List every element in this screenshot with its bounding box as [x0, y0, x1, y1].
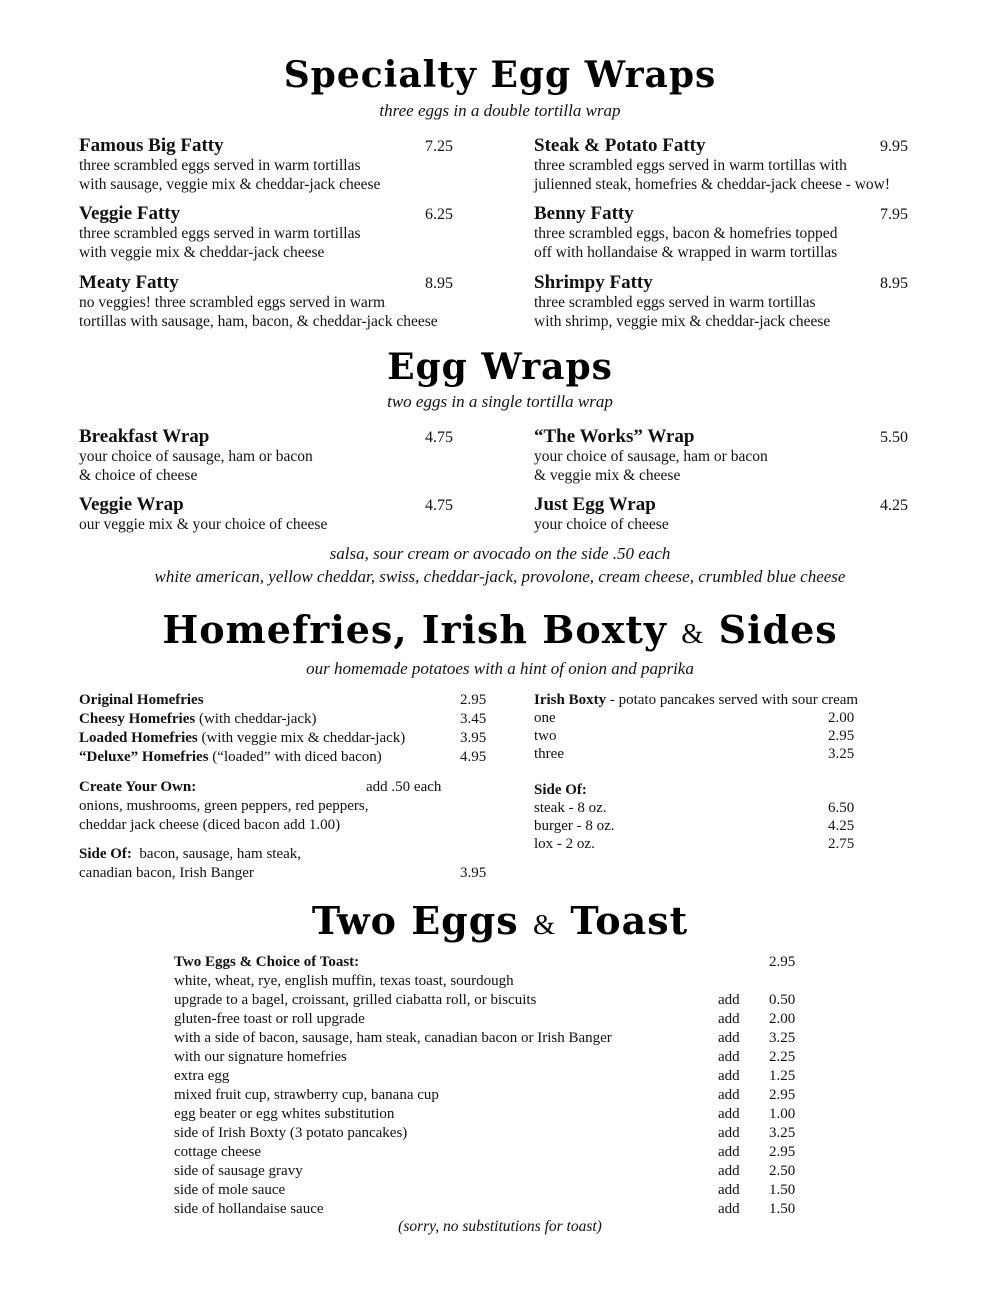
item-price: 9.95: [880, 138, 908, 155]
homefries-subtitle: our homemade potatoes with a hint of onion and paprika: [306, 659, 694, 678]
item-desc: & choice of cheese: [79, 467, 198, 484]
item-detail: (with cheddar-jack): [195, 711, 317, 727]
menu-item: [534, 494, 908, 534]
add-label: add: [718, 1201, 740, 1217]
item-name: gluten-free toast or roll upgrade: [174, 1011, 365, 1027]
item-price: 6.50: [828, 800, 855, 816]
item-price: 2.75: [828, 836, 855, 852]
menu-item: [79, 203, 453, 262]
item-name: Veggie Fatty: [79, 203, 181, 224]
side-of-item: [79, 845, 301, 864]
item-price: 0.50: [769, 992, 796, 1008]
title-text: Homefries, Irish Boxty: [162, 607, 668, 652]
table-row: [174, 1200, 814, 1219]
item-name: Benny Fatty: [534, 203, 634, 224]
homefries-title: [0, 607, 1000, 652]
add-label: add: [718, 1144, 740, 1160]
item-detail: (“loaded” with diced bacon): [208, 749, 382, 765]
item-desc: off with hollandaise & wrapped in warm tortillas: [534, 244, 838, 261]
item-desc: with veggie mix & cheddar-jack cheese: [79, 244, 325, 261]
side-of-label: Side Of:: [534, 782, 587, 798]
add-label: add: [718, 1087, 740, 1103]
list-item: burger - 8 oz.: [534, 818, 615, 834]
title-text: Two Eggs: [311, 898, 519, 943]
item-desc: tortillas with sausage, ham, bacon, & cheddar-jack cheese: [79, 313, 438, 330]
item-price: 7.25: [425, 138, 453, 155]
item-name: extra egg: [174, 1068, 230, 1084]
item-desc: our veggie mix & your choice of cheese: [79, 516, 328, 533]
menu-item: [534, 203, 908, 262]
add-label: add: [718, 992, 740, 1008]
item-name: Side Of:: [79, 846, 132, 862]
item-name: side of hollandaise sauce: [174, 1201, 324, 1217]
specialty-title: Specialty Egg Wraps: [283, 54, 717, 96]
item-name: side of mole sauce: [174, 1182, 286, 1198]
item-price: 3.25: [828, 746, 855, 762]
title-text: Toast: [570, 898, 689, 943]
item-name: upgrade to a bagel, croissant, grilled ciabatta roll, or biscuits: [174, 992, 537, 1008]
add-label: add: [718, 1106, 740, 1122]
cheese-note: white american, yellow cheddar, swiss, cheddar-jack, provolone, cream cheese, crumbled blue cheese: [154, 567, 846, 586]
menu-item: [534, 135, 908, 194]
item-name: Cheesy Homefries: [79, 711, 196, 727]
item-price: 3.95: [460, 865, 487, 881]
create-your-own-options: onions, mushrooms, green peppers, red peppers,: [79, 798, 369, 814]
item-name: mixed fruit cup, strawberry cup, banana cup: [174, 1087, 439, 1103]
item-desc: three scrambled eggs, bacon & homefries topped: [534, 225, 838, 242]
item-price: 3.95: [460, 730, 487, 746]
item-price: 6.25: [425, 206, 453, 223]
add-label: add: [718, 1049, 740, 1065]
item-desc: & veggie mix & cheese: [534, 467, 681, 484]
add-label: add: [718, 1068, 740, 1084]
create-your-own-options: cheddar jack cheese (diced bacon add 1.00): [79, 817, 341, 833]
item-name: Loaded Homefries: [79, 730, 198, 746]
item-price: 1.50: [769, 1201, 796, 1217]
item-desc: three scrambled eggs served in warm tortillas with: [534, 157, 847, 174]
list-item: two: [534, 728, 557, 744]
item-price: 2.95: [460, 692, 487, 708]
table-row: [174, 1162, 814, 1181]
egg-wraps-title: Egg Wraps: [387, 346, 613, 388]
table-row: [174, 1086, 814, 1105]
item-name: side of Irish Boxty (3 potato pancakes): [174, 1125, 408, 1141]
item-desc: with sausage, veggie mix & cheddar-jack cheese: [79, 176, 381, 193]
side-of-options: canadian bacon, Irish Banger: [79, 865, 254, 881]
item-price: 3.25: [769, 1030, 796, 1046]
title-amp: &: [681, 619, 705, 650]
egg-wraps-subtitle: two eggs in a single tortilla wrap: [387, 392, 613, 411]
item-price: 5.50: [880, 429, 908, 446]
item-desc: three scrambled eggs served in warm tortillas: [79, 157, 361, 174]
item-price: 2.50: [769, 1163, 796, 1179]
item-desc: your choice of cheese: [534, 516, 669, 533]
table-row: [174, 1029, 814, 1048]
item-price: 4.95: [460, 749, 487, 765]
item-price: 3.45: [460, 711, 487, 727]
item-detail: bacon, sausage, ham steak,: [131, 846, 302, 862]
item-price: 8.95: [880, 275, 908, 292]
table-row: [174, 991, 814, 1010]
table-row: [174, 1067, 814, 1086]
menu-item: [79, 494, 453, 534]
list-item: one: [534, 710, 556, 726]
item-name: Meaty Fatty: [79, 272, 179, 293]
list-item: [79, 748, 382, 767]
menu-item: [79, 426, 453, 485]
item-price: 7.95: [880, 206, 908, 223]
item-price: 1.00: [769, 1106, 796, 1122]
list-item: [79, 710, 317, 729]
two-eggs-title: [0, 898, 1000, 943]
create-your-own-price: add .50 each: [366, 779, 442, 795]
item-name: side of sausage gravy: [174, 1163, 303, 1179]
list-item: [79, 729, 405, 748]
item-detail: (with veggie mix & cheddar-jack): [197, 730, 406, 746]
item-name: cottage cheese: [174, 1144, 262, 1160]
item-name: “The Works” Wrap: [534, 426, 695, 447]
list-item: three: [534, 746, 564, 762]
item-price: 3.25: [769, 1125, 796, 1141]
item-price: 2.00: [828, 710, 855, 726]
item-price: 4.75: [425, 497, 453, 514]
item-name: Original Homefries: [79, 692, 204, 708]
list-item: lox - 2 oz.: [534, 836, 595, 852]
list-item: [79, 691, 204, 710]
table-row: [174, 953, 814, 972]
add-label: add: [718, 1011, 740, 1027]
add-label: add: [718, 1125, 740, 1141]
specialty-subtitle: three eggs in a double tortilla wrap: [379, 101, 621, 120]
item-name: with a side of bacon, sausage, ham steak, canadian bacon or Irish Banger: [174, 1030, 612, 1046]
item-price: 2.95: [828, 728, 855, 744]
table-row: [174, 1143, 814, 1162]
item-price: 2.25: [769, 1049, 796, 1065]
item-name: Shrimpy Fatty: [534, 272, 653, 293]
toast-options: white, wheat, rye, english muffin, texas toast, sourdough: [174, 973, 514, 989]
table-row: [174, 972, 814, 991]
menu-item: [79, 135, 453, 194]
item-detail: - potato pancakes served with sour cream: [606, 692, 859, 708]
item-price: 4.25: [828, 818, 855, 834]
item-desc: your choice of sausage, ham or bacon: [534, 448, 768, 465]
item-name: Steak & Potato Fatty: [534, 135, 706, 156]
item-desc: your choice of sausage, ham or bacon: [79, 448, 313, 465]
item-price: 2.95: [769, 1144, 796, 1160]
table-row: [174, 1105, 814, 1124]
item-price: 1.50: [769, 1182, 796, 1198]
item-name: “Deluxe” Homefries: [79, 749, 209, 765]
item-name: Just Egg Wrap: [534, 494, 656, 515]
item-name: Irish Boxty: [534, 692, 607, 708]
title-amp: &: [532, 910, 557, 941]
item-name: Veggie Wrap: [79, 494, 184, 515]
item-price: 1.25: [769, 1068, 796, 1084]
item-name: egg beater or egg whites substitution: [174, 1106, 395, 1122]
list-item: steak - 8 oz.: [534, 800, 607, 816]
table-row: [174, 1010, 814, 1029]
menu-item: [534, 272, 908, 331]
item-price: 2.95: [769, 954, 796, 970]
item-name: Two Eggs & Choice of Toast:: [174, 954, 360, 970]
add-label: add: [718, 1030, 740, 1046]
item-desc: julienned steak, homefries & cheddar-jack cheese - wow!: [534, 176, 891, 193]
item-price: 4.75: [425, 429, 453, 446]
boxty-item: [534, 691, 858, 710]
table-row: [174, 1124, 814, 1143]
add-label: add: [718, 1182, 740, 1198]
item-desc: with shrimp, veggie mix & cheddar-jack cheese: [534, 313, 831, 330]
item-desc: no veggies! three scrambled eggs served in warm: [79, 294, 386, 311]
title-text: Sides: [718, 607, 838, 652]
item-name: Breakfast Wrap: [79, 426, 210, 447]
menu-item: [534, 426, 908, 485]
table-row: [174, 1048, 814, 1067]
create-your-own-label: Create Your Own:: [79, 779, 197, 795]
add-label: add: [718, 1163, 740, 1179]
item-price: 8.95: [425, 275, 453, 292]
item-price: 2.00: [769, 1011, 796, 1027]
item-price: 4.25: [880, 497, 908, 514]
footnote: (sorry, no substitutions for toast): [398, 1218, 602, 1235]
table-row: [174, 1181, 814, 1200]
menu-item: [79, 272, 453, 331]
sides-note: salsa, sour cream or avocado on the side .50 each: [329, 544, 671, 563]
item-desc: three scrambled eggs served in warm tortillas: [534, 294, 816, 311]
item-price: 2.95: [769, 1087, 796, 1103]
item-name: with our signature homefries: [174, 1049, 347, 1065]
item-name: Famous Big Fatty: [79, 135, 224, 156]
item-desc: three scrambled eggs served in warm tortillas: [79, 225, 361, 242]
